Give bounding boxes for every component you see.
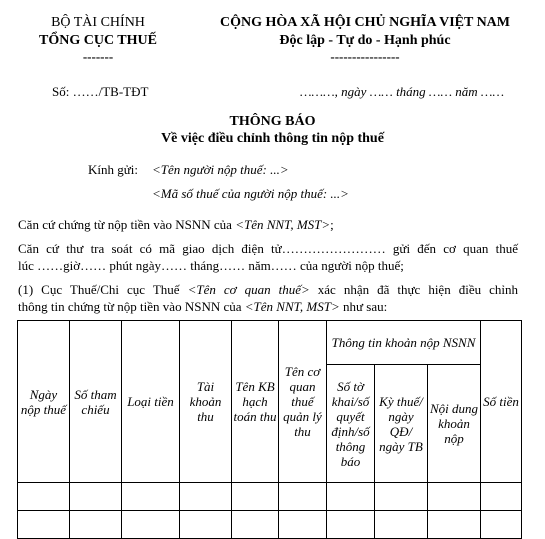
col-header-content: Nội dung khoản nộp: [428, 365, 481, 483]
col-header-currency: Loại tiền: [122, 321, 180, 483]
left-divider: -------: [82, 49, 114, 64]
paragraph-confirmation-line1: (1) Cục Thuế/Chi cục Thuế <Tên cơ quan thuế> xác nhận đã thực hiện điều chỉnh: [18, 282, 518, 297]
date-line: ………, ngày …… tháng …… năm ……: [300, 84, 505, 99]
table-row: [18, 511, 522, 539]
col-header-amount: Số tiền: [481, 321, 522, 483]
col-header-date: Ngày nộp thuế: [18, 321, 70, 483]
col-header-tax-agency: Tên cơ quan thuế quản lý thu: [279, 321, 327, 483]
document-number: Số: ……/TB-TĐT: [52, 84, 149, 99]
col-header-account: Tài khoản thu: [180, 321, 232, 483]
country-name: CỘNG HÒA XÃ HỘI CHỦ NGHĨA VIỆT NAM: [219, 15, 510, 30]
national-motto: Độc lập - Tự do - Hạnh phúc: [279, 33, 451, 48]
col-header-reference: Số tham chiếu: [70, 321, 122, 483]
paragraph-payment-voucher: Căn cứ chứng từ nộp tiền vào NSNN của <Tên NNT, MST>;: [18, 217, 334, 232]
paragraph-inquiry-line2: lúc ……giờ…… phút ngày…… tháng…… năm…… của người nộp thuế;: [18, 258, 404, 273]
col-header-period: Kỳ thuế/ ngày QĐ/ ngày TB: [375, 365, 428, 483]
right-divider: ----------------: [330, 49, 400, 64]
ministry-name: BỘ TÀI CHÍNH: [51, 15, 145, 30]
col-header-treasury: Tên KB hạch toán thu: [232, 321, 279, 483]
tax-info-table: [17, 320, 522, 539]
taxpayer-code-placeholder: <Mã số thuế của người nộp thuế: ...>: [152, 186, 349, 201]
addressee-label: Kính gửi:: [88, 162, 139, 177]
col-header-declaration: Số tờ khai/số quyết định/số thông báo: [327, 365, 375, 483]
notice-title: THÔNG BÁO: [229, 114, 316, 129]
group-header-payment-info: Thông tin khoản nộp NSNN: [327, 321, 481, 365]
notice-subtitle: Về việc điều chỉnh thông tin nộp thuế: [161, 131, 384, 146]
paragraph-confirmation-line2: thông tin chứng từ nộp tiền vào NSNN của <Tên NNT, MST> như sau:: [18, 299, 388, 314]
taxpayer-name-placeholder: <Tên người nộp thuế: ...>: [152, 162, 289, 177]
table-row: [18, 483, 522, 511]
department-name: TỔNG CỤC THUẾ: [39, 33, 157, 48]
paragraph-inquiry-line1: Căn cứ thư tra soát có mã giao dịch điện tử…………………… gửi đến cơ quan thuế: [18, 241, 518, 256]
